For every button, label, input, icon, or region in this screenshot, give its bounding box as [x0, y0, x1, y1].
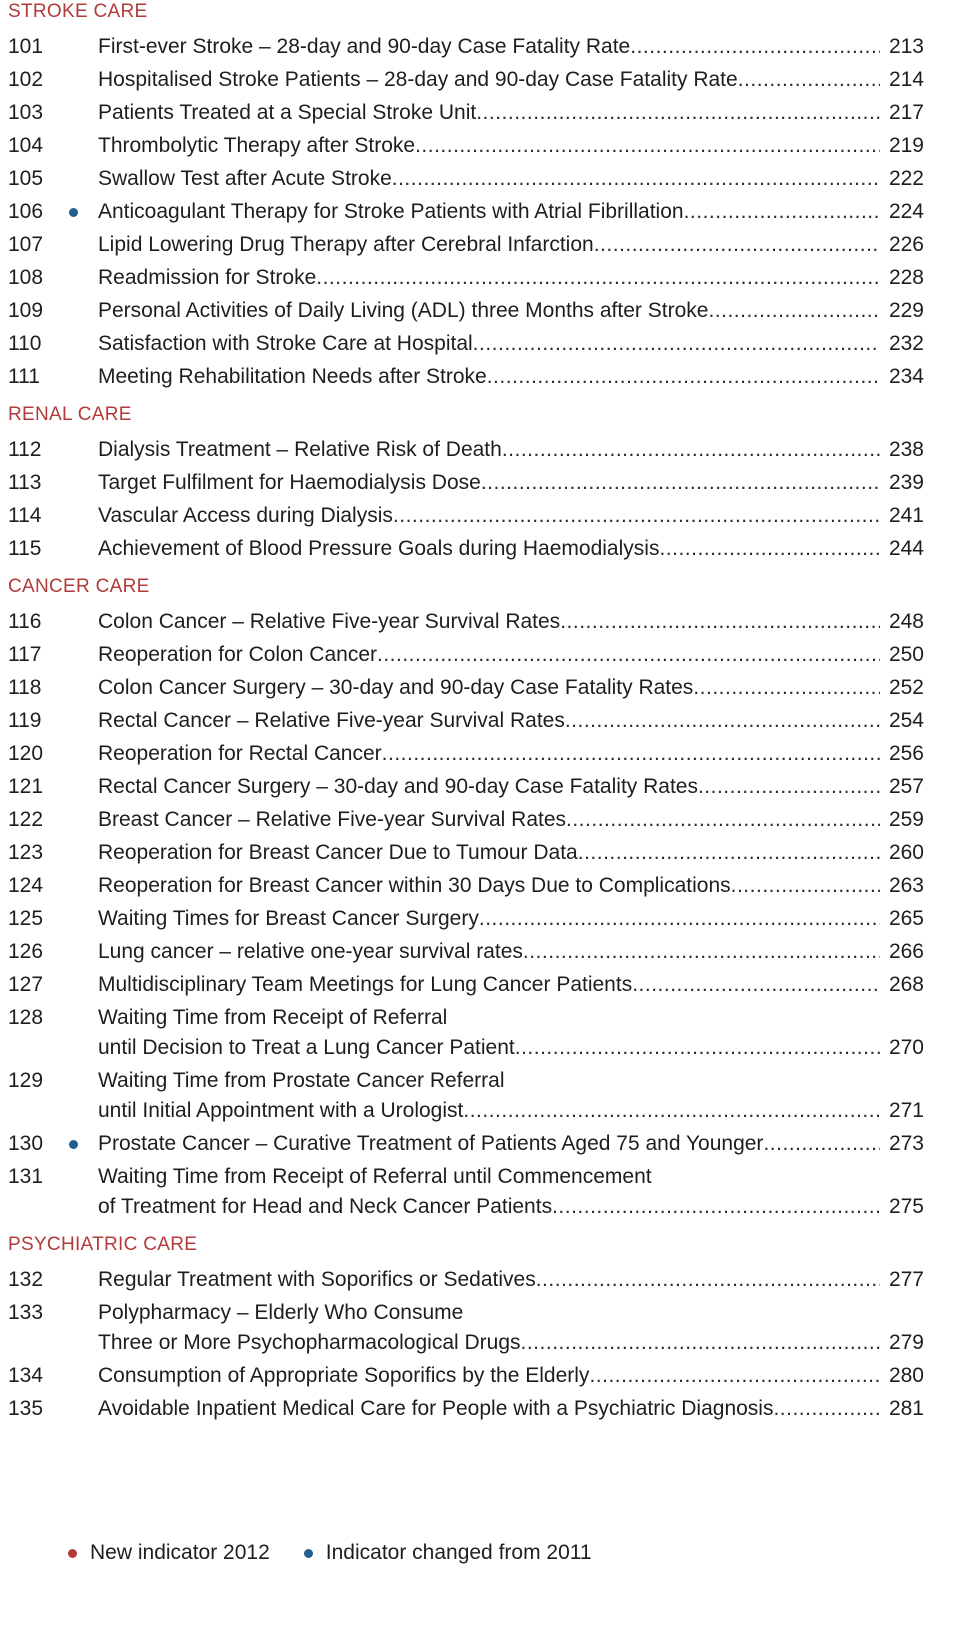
section-heading: PSYCHIATRIC CARE	[8, 1234, 198, 1255]
entry-title: Reoperation for Breast Cancer Due to Tumour Data	[98, 841, 578, 864]
toc-entry[interactable]	[0, 902, 960, 935]
dot-leader	[523, 935, 880, 968]
entry-title-wrap	[98, 902, 924, 935]
toc-entry[interactable]	[0, 261, 960, 294]
entry-number: 116	[8, 610, 42, 633]
section-heading: CANCER CARE	[8, 576, 150, 597]
dot-leader	[481, 466, 880, 499]
toc-entry[interactable]	[0, 1392, 960, 1425]
toc-entry[interactable]	[0, 63, 960, 96]
entry-page-number: 273	[888, 1132, 924, 1155]
entry-title: Lung cancer – relative one-year survival rates	[98, 940, 523, 963]
toc-entry[interactable]	[0, 671, 960, 704]
dot-leader	[693, 671, 880, 704]
entry-title-wrap	[98, 638, 924, 671]
entry-page-number: 219	[888, 134, 924, 157]
entry-number: 108	[8, 266, 44, 289]
entry-number: 120	[8, 742, 44, 765]
entry-number: 114	[8, 504, 42, 527]
dot-leader	[552, 1190, 880, 1223]
entry-number: 113	[8, 471, 42, 494]
toc-entry[interactable]	[0, 1127, 960, 1160]
toc-entry[interactable]	[0, 1064, 960, 1127]
entry-page-number: 280	[888, 1364, 924, 1387]
entry-number: 128	[8, 1006, 44, 1029]
entry-page-number: 222	[888, 167, 924, 190]
entry-page-number: 232	[888, 332, 924, 355]
entry-title-line1: Waiting Time from Receipt of Referral until Commencement	[98, 1165, 652, 1188]
dot-leader	[630, 30, 880, 63]
entry-page-number: 226	[888, 233, 924, 256]
toc-entry[interactable]	[0, 869, 960, 902]
entry-page-number: 239	[888, 471, 924, 494]
entry-title: Three or More Psychopharmacological Drugs	[98, 1331, 521, 1354]
entry-number: 121	[8, 775, 44, 798]
toc-entry[interactable]	[0, 737, 960, 770]
dot-leader	[738, 63, 880, 96]
entry-title: Thrombolytic Therapy after Stroke	[98, 134, 416, 157]
entry-page-number: 248	[888, 610, 924, 633]
dot-leader	[415, 129, 880, 162]
legend-changed-label: Indicator changed from 2011	[325, 1541, 592, 1564]
entry-title-wrap	[98, 1392, 924, 1425]
section-items	[0, 433, 960, 565]
entry-title: Prostate Cancer – Curative Treatment of Patients Aged 75 and Younger	[98, 1132, 764, 1155]
entry-title: First-ever Stroke – 28-day and 90-day Case Fatality Rate	[98, 35, 631, 58]
section-items	[0, 1263, 960, 1425]
entry-title-wrap	[98, 228, 924, 261]
entry-title: Vascular Access during Dialysis	[98, 504, 393, 527]
dot-leader	[392, 162, 880, 195]
entry-page-number: 279	[888, 1331, 924, 1354]
toc-entry[interactable]	[0, 836, 960, 869]
entry-page-number: 268	[888, 973, 924, 996]
entry-title-wrap	[98, 360, 924, 393]
entry-page-number: 281	[888, 1397, 924, 1420]
entry-title: Waiting Times for Breast Cancer Surgery	[98, 907, 479, 930]
section-items	[0, 605, 960, 1223]
entry-number: 122	[8, 808, 44, 831]
entry-title: Lipid Lowering Drug Therapy after Cerebral Infarction	[98, 233, 594, 256]
toc-section	[0, 1233, 960, 1425]
dot-leader	[578, 836, 880, 869]
entry-page-number: 263	[888, 874, 924, 897]
entry-number: 105	[8, 167, 44, 190]
entry-number: 135	[8, 1397, 44, 1420]
entry-page-number: 271	[888, 1099, 924, 1122]
dot-leader	[316, 261, 880, 294]
toc-entry[interactable]	[0, 1296, 960, 1359]
entry-title-line1: Waiting Time from Receipt of Referral	[98, 1006, 448, 1029]
entry-title-wrap	[98, 803, 924, 836]
entry-title-wrap	[98, 704, 924, 737]
dot-leader	[393, 499, 880, 532]
entry-title: Reoperation for Rectal Cancer	[98, 742, 382, 765]
entry-title-wrap	[98, 671, 924, 704]
toc-entry[interactable]	[0, 327, 960, 360]
entry-title-wrap	[98, 1031, 924, 1064]
entry-number: 123	[8, 841, 44, 864]
entry-title: Rectal Cancer – Relative Five-year Survival Rates	[98, 709, 565, 732]
entry-number: 110	[8, 332, 42, 355]
entry-title-wrap	[98, 1263, 924, 1296]
entry-title-wrap	[98, 129, 924, 162]
entry-title-wrap	[98, 770, 924, 803]
entry-title-line1: Waiting Time from Prostate Cancer Referral	[98, 1069, 505, 1092]
entry-number: 107	[8, 233, 44, 256]
entry-title-wrap	[98, 327, 924, 360]
dot-leader	[560, 605, 880, 638]
toc-entry[interactable]	[0, 605, 960, 638]
entry-number: 133	[8, 1301, 44, 1324]
entry-number: 103	[8, 101, 44, 124]
entry-number: 118	[8, 676, 42, 699]
entry-title-wrap	[98, 30, 924, 63]
entry-page-number: 270	[888, 1036, 924, 1059]
entry-page-number: 257	[888, 775, 924, 798]
toc-section	[0, 0, 960, 393]
entry-title-wrap	[98, 1190, 924, 1223]
entry-number: 102	[8, 68, 44, 91]
entry-page-number: 229	[888, 299, 924, 322]
entry-title-wrap	[98, 294, 924, 327]
entry-number: 126	[8, 940, 44, 963]
entry-page-number: 238	[888, 438, 924, 461]
changed-indicator-dot-icon	[69, 208, 78, 217]
toc-entry[interactable]	[0, 499, 960, 532]
toc-section	[0, 575, 960, 1223]
entry-page-number: 228	[888, 266, 924, 289]
entry-title-wrap	[98, 605, 924, 638]
section-items	[0, 30, 960, 393]
toc-entry[interactable]	[0, 704, 960, 737]
entry-title: Readmission for Stroke	[98, 266, 317, 289]
entry-page-number: 260	[888, 841, 924, 864]
entry-title-wrap	[98, 466, 924, 499]
entry-title: Rectal Cancer Surgery – 30-day and 90-day Case Fatality Rates	[98, 775, 698, 798]
entry-number: 112	[8, 438, 42, 461]
entry-title: Hospitalised Stroke Patients – 28-day and 90-day Case Fatality Rate	[98, 68, 738, 91]
entry-title: until Initial Appointment with a Urologist	[98, 1099, 464, 1122]
toc-entry[interactable]	[0, 1263, 960, 1296]
red-dot-icon	[68, 1549, 77, 1558]
entry-title: until Decision to Treat a Lung Cancer Patient	[98, 1036, 515, 1059]
blue-dot-icon	[304, 1549, 313, 1558]
toc-section	[0, 403, 960, 565]
entry-title-wrap	[98, 869, 924, 902]
entry-title: Dialysis Treatment – Relative Risk of Death	[98, 438, 502, 461]
entry-page-number: 224	[888, 200, 924, 223]
entry-title-wrap	[98, 499, 924, 532]
entry-number: 124	[8, 874, 44, 897]
entry-page-number: 256	[888, 742, 924, 765]
entry-title-wrap	[98, 433, 924, 466]
entry-number: 131	[8, 1165, 44, 1188]
entry-title: Colon Cancer Surgery – 30-day and 90-day Case Fatality Rates	[98, 676, 694, 699]
legend-changed-indicator	[304, 1538, 592, 1568]
dot-leader	[487, 360, 880, 393]
toc-entry[interactable]	[0, 360, 960, 393]
entry-title-wrap	[98, 96, 924, 129]
entry-title: Multidisciplinary Team Meetings for Lung Cancer Patients	[98, 973, 633, 996]
entry-number: 109	[8, 299, 44, 322]
dot-leader	[479, 902, 880, 935]
toc-entry[interactable]	[0, 195, 960, 228]
dot-leader	[473, 327, 880, 360]
toc-entry[interactable]	[0, 433, 960, 466]
entry-title-wrap	[98, 836, 924, 869]
entry-title: Consumption of Appropriate Soporifics by the Elderly	[98, 1364, 590, 1387]
entry-title-wrap	[98, 162, 924, 195]
entry-title: Reoperation for Colon Cancer	[98, 643, 377, 666]
dot-leader	[773, 1392, 880, 1425]
toc-entry[interactable]	[0, 532, 960, 565]
entry-title: Personal Activities of Daily Living (ADL) three Months after Stroke	[98, 299, 709, 322]
toc-entry[interactable]	[0, 96, 960, 129]
entry-page-number: 250	[888, 643, 924, 666]
entry-title: Colon Cancer – Relative Five-year Survival Rates	[98, 610, 561, 633]
entry-title-wrap	[98, 1326, 924, 1359]
entry-title: Anticoagulant Therapy for Stroke Patients with Atrial Fibrillation	[98, 200, 684, 223]
section-heading: RENAL CARE	[8, 404, 132, 425]
entry-page-number: 254	[888, 709, 924, 732]
entry-title-wrap	[98, 1094, 924, 1127]
entry-title-wrap	[98, 935, 924, 968]
toc-entry[interactable]	[0, 1359, 960, 1392]
section-heading: STROKE CARE	[8, 1, 148, 22]
entry-title-wrap	[98, 968, 924, 1001]
entry-page-number: 244	[888, 537, 924, 560]
entry-title-wrap	[98, 261, 924, 294]
dot-leader	[515, 1031, 880, 1064]
entry-number: 101	[8, 35, 44, 58]
toc-entry[interactable]	[0, 803, 960, 836]
entry-number: 132	[8, 1268, 44, 1291]
entry-number: 134	[8, 1364, 44, 1387]
toc-entry[interactable]	[0, 638, 960, 671]
entry-title: Patients Treated at a Special Stroke Unit	[98, 101, 477, 124]
toc-entry[interactable]	[0, 770, 960, 803]
entry-title-wrap	[98, 532, 924, 565]
toc-entry[interactable]	[0, 968, 960, 1001]
dot-leader	[708, 294, 880, 327]
entry-title-wrap	[98, 1127, 924, 1160]
entry-number: 127	[8, 973, 44, 996]
entry-page-number: 275	[888, 1195, 924, 1218]
entry-title: Reoperation for Breast Cancer within 30 Days Due to Complications	[98, 874, 731, 897]
entry-title-wrap	[98, 737, 924, 770]
dot-leader	[698, 770, 880, 803]
toc-entry[interactable]	[0, 1160, 960, 1223]
changed-indicator-dot-icon	[69, 1140, 78, 1149]
dot-leader	[377, 638, 880, 671]
dot-leader	[684, 195, 880, 228]
entry-title-wrap	[98, 63, 924, 96]
entry-page-number: 214	[888, 68, 924, 91]
toc-entry[interactable]	[0, 228, 960, 261]
entry-number: 129	[8, 1069, 44, 1092]
dot-leader	[476, 96, 880, 129]
dot-leader	[463, 1094, 880, 1127]
entry-number: 104	[8, 134, 44, 157]
dot-leader	[659, 532, 880, 565]
entry-title: Swallow Test after Acute Stroke	[98, 167, 392, 190]
entry-title: Breast Cancer – Relative Five-year Survival Rates	[98, 808, 567, 831]
dot-leader	[566, 803, 880, 836]
dot-leader	[565, 704, 880, 737]
toc-entry[interactable]	[0, 294, 960, 327]
entry-title: Avoidable Inpatient Medical Care for People with a Psychiatric Diagnosis	[98, 1397, 774, 1420]
entry-number: 111	[8, 365, 40, 388]
entry-title: Target Fulfilment for Haemodialysis Dose	[98, 471, 481, 494]
toc-entry[interactable]	[0, 466, 960, 499]
legend-new-indicator	[68, 1538, 270, 1568]
dot-leader	[763, 1127, 880, 1160]
entry-title: Meeting Rehabilitation Needs after Stroke	[98, 365, 487, 388]
legend-new-label: New indicator 2012	[90, 1541, 270, 1564]
toc-entry[interactable]	[0, 30, 960, 63]
toc-entry[interactable]	[0, 162, 960, 195]
entry-page-number: 266	[888, 940, 924, 963]
entry-title-wrap	[98, 1359, 924, 1392]
toc-entry[interactable]	[0, 1001, 960, 1064]
entry-title: Achievement of Blood Pressure Goals during Haemodialysis	[98, 537, 660, 560]
dot-leader	[521, 1326, 880, 1359]
entry-page-number: 213	[888, 35, 924, 58]
entry-number: 117	[8, 643, 42, 666]
entry-page-number: 265	[888, 907, 924, 930]
entry-number: 130	[8, 1132, 44, 1155]
entry-title: Regular Treatment with Soporifics or Sedatives	[98, 1268, 536, 1291]
entry-number: 119	[8, 709, 42, 732]
entry-page-number: 217	[888, 101, 924, 124]
dot-leader	[382, 737, 880, 770]
entry-number: 106	[8, 200, 44, 223]
entry-number: 115	[8, 537, 42, 560]
entry-number: 125	[8, 907, 44, 930]
toc-entry[interactable]	[0, 935, 960, 968]
entry-title: Satisfaction with Stroke Care at Hospital	[98, 332, 473, 355]
entry-page-number: 252	[888, 676, 924, 699]
entry-page-number: 234	[888, 365, 924, 388]
entry-title-line1: Polypharmacy – Elderly Who Consume	[98, 1301, 464, 1324]
entry-page-number: 241	[888, 504, 924, 527]
entry-title-wrap	[98, 195, 924, 228]
entry-page-number: 277	[888, 1268, 924, 1291]
dot-leader	[502, 433, 880, 466]
toc-entry[interactable]	[0, 129, 960, 162]
entry-title: of Treatment for Head and Neck Cancer Patients	[98, 1195, 553, 1218]
dot-leader	[731, 869, 880, 902]
dot-leader	[632, 968, 880, 1001]
entry-page-number: 259	[888, 808, 924, 831]
dot-leader	[594, 228, 880, 261]
legend	[68, 1538, 626, 1568]
dot-leader	[589, 1359, 880, 1392]
dot-leader	[536, 1263, 880, 1296]
